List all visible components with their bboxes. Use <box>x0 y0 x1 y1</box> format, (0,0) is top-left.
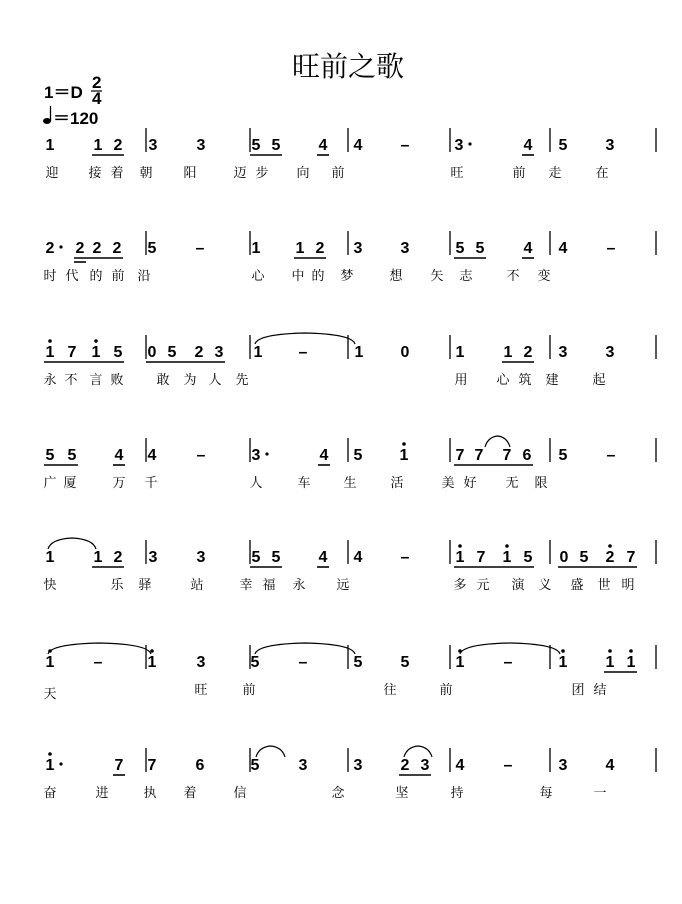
lyric-syllable: 驿 <box>138 578 152 593</box>
lyric-syllable: 幸 <box>239 578 253 593</box>
note: 5 <box>558 137 568 154</box>
lyric-syllable: 活 <box>390 476 404 491</box>
note: 2 <box>523 344 533 361</box>
note: 3 <box>148 549 158 566</box>
note: 3 <box>251 447 261 464</box>
note: 5 <box>250 654 260 671</box>
lyric-syllable: 时 <box>43 269 57 284</box>
lyric-syllable: 奋 <box>43 786 57 801</box>
tie-arc <box>255 643 355 654</box>
quarter-note-icon <box>43 118 51 124</box>
system-row <box>43 748 656 801</box>
lyric-syllable: 阳 <box>183 166 197 181</box>
high-octave-dot <box>94 339 98 343</box>
note: 2 <box>315 240 325 257</box>
note: – <box>93 654 103 671</box>
note: 5 <box>353 447 363 464</box>
lyric-syllable: 矢 <box>430 269 444 284</box>
note: 4 <box>353 137 363 154</box>
lyric-syllable: 无 <box>505 476 519 491</box>
note: 2 <box>45 240 55 257</box>
note: 1 <box>455 344 465 361</box>
lyric-syllable: 团 <box>571 683 585 698</box>
note: 4 <box>114 447 124 464</box>
note: 3 <box>196 654 206 671</box>
note: 3 <box>558 757 568 774</box>
note: – <box>503 654 513 671</box>
high-octave-dot <box>458 544 462 548</box>
note: – <box>195 240 205 257</box>
time-denominator: 4 <box>92 89 102 108</box>
note: 2 <box>400 757 410 774</box>
note: 0 <box>559 549 569 566</box>
lyric-syllable: 心 <box>251 269 265 284</box>
lyric-syllable: 福 <box>262 578 276 593</box>
lyric-syllable: 接 <box>88 166 102 181</box>
lyric-syllable: 乐 <box>110 578 124 593</box>
lyric-syllable: 人 <box>249 476 263 491</box>
lyric-syllable: 的 <box>89 269 103 284</box>
lyric-syllable: 在 <box>595 166 609 181</box>
note: 1 <box>93 549 103 566</box>
lyric-syllable: 前 <box>512 166 526 181</box>
note: 3 <box>148 137 158 154</box>
note: 4 <box>605 757 615 774</box>
lyric-syllable: 梦 <box>340 269 354 284</box>
note: 5 <box>167 344 177 361</box>
lyric-syllable: 旺 <box>450 166 464 181</box>
note: 5 <box>251 549 261 566</box>
high-octave-dot <box>402 442 406 446</box>
note: 1 <box>455 654 465 671</box>
lyric-syllable: 永 <box>292 578 306 593</box>
note: 7 <box>114 757 124 774</box>
lyric-syllable: 好 <box>463 476 477 491</box>
lyric-syllable: 步 <box>255 166 269 181</box>
lyric-syllable: 用 <box>454 373 468 388</box>
tie-arc <box>48 643 151 654</box>
note: 7 <box>455 447 465 464</box>
note: 2 <box>113 549 123 566</box>
lyric-syllable: 前 <box>242 683 256 698</box>
note: 4 <box>319 447 329 464</box>
lyric-syllable: 明 <box>621 578 635 593</box>
note: 6 <box>522 447 532 464</box>
note: 5 <box>523 549 533 566</box>
note: 5 <box>475 240 485 257</box>
note: 5 <box>113 344 123 361</box>
lyric-syllable: 志 <box>459 269 473 284</box>
lyric-syllable: 多 <box>453 578 467 593</box>
note: 5 <box>455 240 465 257</box>
lyric-syllable: 着 <box>183 786 197 801</box>
lyric-syllable: 代 <box>65 269 79 284</box>
lyric-syllable: 进 <box>95 786 109 801</box>
note: 3 <box>214 344 224 361</box>
note: 1 <box>147 654 157 671</box>
high-octave-dot <box>505 544 509 548</box>
lyric-syllable: 朝 <box>139 166 153 181</box>
note: 0 <box>400 344 410 361</box>
note: 7 <box>474 447 484 464</box>
augmentation-dot <box>468 142 471 145</box>
lyric-syllable: 起 <box>592 373 606 388</box>
lyric-syllable: 演 <box>511 578 525 593</box>
note: 1 <box>455 549 465 566</box>
lyric-syllable: 迎 <box>45 166 59 181</box>
lyric-syllable: 着 <box>110 166 124 181</box>
lyric-syllable: 变 <box>537 269 551 284</box>
lyric-syllable: 念 <box>331 786 345 801</box>
note: 1 <box>45 549 55 566</box>
note: 3 <box>605 344 615 361</box>
note: 3 <box>400 240 410 257</box>
note: 1 <box>251 240 261 257</box>
note: 3 <box>353 757 363 774</box>
lyric-syllable: 想 <box>389 269 403 284</box>
note: – <box>298 654 308 671</box>
lyric-syllable: 敢 <box>156 373 170 388</box>
lyric-syllable: 败 <box>110 373 124 388</box>
lyric-syllable: 元 <box>476 578 490 593</box>
lyric-syllable: 车 <box>297 476 311 491</box>
note: 5 <box>579 549 589 566</box>
lyric-syllable: 广 <box>43 476 57 491</box>
lyric-syllable: 一 <box>593 786 607 801</box>
high-octave-dot <box>629 649 633 653</box>
lyric-syllable: 旺 <box>194 683 208 698</box>
lyric-syllable: 筑 <box>518 373 532 388</box>
system-row <box>43 438 656 491</box>
note: 2 <box>112 240 122 257</box>
lyric-syllable: 美 <box>441 476 455 491</box>
note: 1 <box>45 344 55 361</box>
lyric-syllable: 世 <box>597 578 611 593</box>
note: 1 <box>45 654 55 671</box>
lyric-syllable: 厦 <box>63 476 77 491</box>
tie-arc <box>485 436 510 447</box>
note: 3 <box>605 137 615 154</box>
note: 4 <box>318 549 328 566</box>
note: 4 <box>353 549 363 566</box>
note: 4 <box>455 757 465 774</box>
lyric-syllable: 中 <box>291 269 305 284</box>
system-row <box>45 128 656 181</box>
system-row <box>43 335 656 388</box>
lyric-syllable: 走 <box>548 166 562 181</box>
note: – <box>196 447 206 464</box>
note: 3 <box>353 240 363 257</box>
note: 3 <box>420 757 430 774</box>
tie-arc <box>256 746 285 757</box>
tie-arc <box>404 746 432 757</box>
note: 4 <box>318 137 328 154</box>
note: 5 <box>67 447 77 464</box>
lyric-syllable: 盛 <box>570 578 584 593</box>
lyric-syllable: 义 <box>538 578 552 593</box>
lyric-syllable: 为 <box>183 373 197 388</box>
lyric-syllable: 人 <box>208 373 222 388</box>
note: 5 <box>250 757 260 774</box>
system-row <box>43 645 656 702</box>
lyric-syllable: 永 <box>43 373 57 388</box>
note: 1 <box>502 549 512 566</box>
tempo-marking <box>43 106 98 128</box>
system-row <box>43 231 656 284</box>
note: 5 <box>400 654 410 671</box>
lyric-syllable: 建 <box>545 373 559 388</box>
note: 3 <box>196 549 206 566</box>
lyric-syllable: 快 <box>43 578 57 593</box>
tie-arc <box>255 333 355 344</box>
note: 4 <box>147 447 157 464</box>
note: 5 <box>558 447 568 464</box>
high-octave-dot <box>608 544 612 548</box>
note: 1 <box>93 137 103 154</box>
note: 2 <box>605 549 615 566</box>
note: – <box>606 240 616 257</box>
system-row <box>43 540 656 593</box>
note: 1 <box>558 654 568 671</box>
high-octave-dot <box>561 649 565 653</box>
high-octave-dot <box>48 339 52 343</box>
note: 2 <box>113 137 123 154</box>
score-systems <box>43 128 656 801</box>
note: 2 <box>75 240 85 257</box>
lyric-syllable: 信 <box>233 786 247 801</box>
note: 5 <box>353 654 363 671</box>
note: 2 <box>92 240 102 257</box>
note: 3 <box>196 137 206 154</box>
note: 3 <box>558 344 568 361</box>
lyric-syllable: 向 <box>296 166 310 181</box>
note: 2 <box>194 344 204 361</box>
lyric-syllable: 心 <box>496 373 510 388</box>
note: 5 <box>271 137 281 154</box>
note: 1 <box>626 654 636 671</box>
note: 3 <box>298 757 308 774</box>
lyric-syllable: 站 <box>190 578 204 593</box>
note: 1 <box>91 344 101 361</box>
key-signature <box>44 73 102 108</box>
high-octave-dot <box>608 649 612 653</box>
note: 7 <box>147 757 157 774</box>
lyric-syllable: 远 <box>336 578 350 593</box>
note: 3 <box>454 137 464 154</box>
tie-arc <box>48 538 96 549</box>
lyric-syllable: 沿 <box>137 269 151 284</box>
note: 5 <box>251 137 261 154</box>
note: 1 <box>354 344 364 361</box>
note: 4 <box>523 240 533 257</box>
key-label: 1＝D <box>44 83 83 102</box>
note: 7 <box>476 549 486 566</box>
tie-arc <box>460 643 560 654</box>
song-title: 旺前之歌 <box>291 50 405 83</box>
note: 1 <box>45 757 55 774</box>
note: 7 <box>626 549 636 566</box>
note: – <box>400 549 410 566</box>
lyric-syllable: 前 <box>439 683 453 698</box>
note: 1 <box>605 654 615 671</box>
lyric-syllable: 结 <box>593 683 607 698</box>
lyric-syllable: 每 <box>539 786 553 801</box>
high-octave-dot <box>48 752 52 756</box>
lyric-syllable: 前 <box>111 269 125 284</box>
note: 6 <box>195 757 205 774</box>
lyric-syllable: 生 <box>343 476 357 491</box>
note: 1 <box>253 344 263 361</box>
note: 1 <box>399 447 409 464</box>
lyric-syllable: 不 <box>64 373 78 388</box>
lyric-syllable: 限 <box>534 476 548 491</box>
augmentation-dot <box>265 452 268 455</box>
lyric-syllable: 千 <box>144 476 158 491</box>
note: 7 <box>67 344 77 361</box>
augmentation-dot <box>59 762 62 765</box>
lyric-syllable: 不 <box>506 269 520 284</box>
lyric-syllable: 迈 <box>233 166 247 181</box>
note: – <box>298 344 308 361</box>
note: – <box>503 757 513 774</box>
time-numerator: 2 <box>92 73 102 92</box>
tempo-value: ＝120 <box>53 109 99 128</box>
lyric-syllable: 持 <box>450 786 464 801</box>
note: 5 <box>45 447 55 464</box>
note: 7 <box>502 447 512 464</box>
note: 1 <box>45 137 55 154</box>
note: 5 <box>271 549 281 566</box>
lyric-syllable: 前 <box>331 166 345 181</box>
lyric-syllable: 坚 <box>395 786 409 801</box>
note: – <box>606 447 616 464</box>
note: 4 <box>558 240 568 257</box>
lyric-syllable: 言 <box>89 373 103 388</box>
lyric-syllable: 执 <box>143 786 157 801</box>
augmentation-dot <box>59 245 62 248</box>
lyric-syllable: 先 <box>235 373 249 388</box>
note: 0 <box>147 344 157 361</box>
note: 4 <box>523 137 533 154</box>
note: 5 <box>147 240 157 257</box>
lyric-syllable: 的 <box>311 269 325 284</box>
note: 1 <box>503 344 513 361</box>
note: 1 <box>295 240 305 257</box>
lyric-syllable: 天 <box>43 687 57 702</box>
note: – <box>400 137 410 154</box>
lyric-syllable: 万 <box>112 476 126 491</box>
lyric-syllable: 往 <box>383 683 397 698</box>
